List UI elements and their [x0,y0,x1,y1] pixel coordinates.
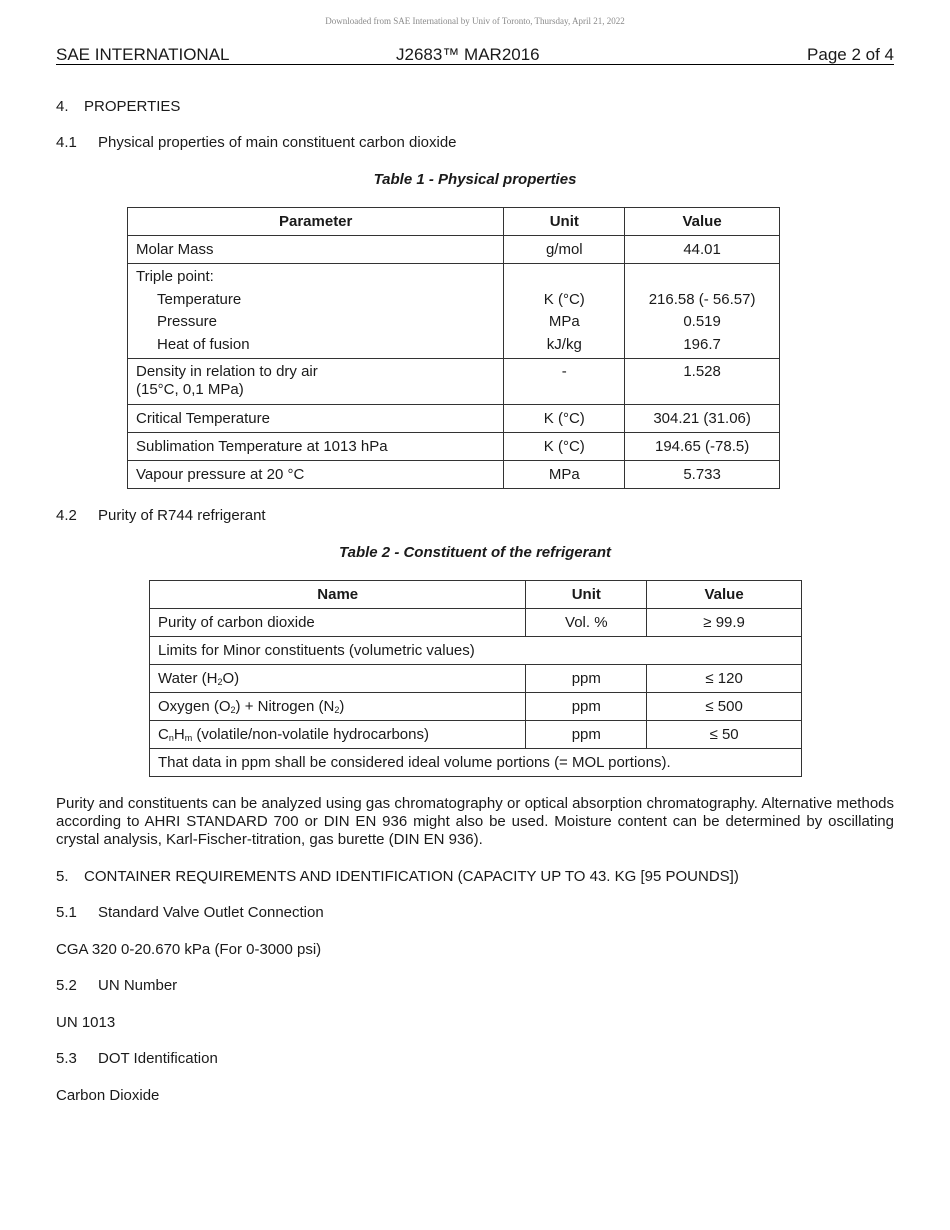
limits-subheading-cell: Limits for Minor constituents (volumetric values) [150,637,802,665]
subscript: m [184,733,193,743]
triple-pressure-value: 0.519 [683,313,721,330]
section-5-heading [56,868,739,886]
parameter-cell: Critical Temperature [128,405,504,433]
subscript: 2 [217,677,223,687]
unit-cell: g/mol [504,236,625,264]
value-cell [625,264,780,359]
unit-cell: ppm [526,693,647,721]
page-header [56,45,894,65]
value-cell: 5.733 [625,461,780,489]
table-note-cell: That data in ppm shall be considered ideal volume portions (= MOL portions). [150,749,802,777]
purity-analysis-paragraph: Purity and constituents can be analyzed using gas chromatography or optical absorption chromatography. Alternative methods according to AHRI STANDARD 700 or DIN EN 936 might also be used. Moisture content can be determined by oscillating crystal analysis, Karl-Fischer-titration, gas burette (DIN EN 936). [56,795,894,848]
name-cell [150,693,526,721]
column-header: Parameter [128,208,504,236]
name-cell [150,665,526,693]
triple-pressure-label: Pressure [157,313,218,330]
header-page-number: Page 2 of 4 [807,45,894,64]
section-number: 5. [56,868,69,885]
subscript: 2 [334,705,340,715]
table-header-row [128,208,780,236]
header-document-id: J2683™ MAR2016 [396,45,540,64]
section-5-3-heading [56,1050,218,1068]
parameter-cell [128,264,504,359]
unit-cell: ppm [526,721,647,749]
name-text: ) + Nitrogen (N [235,698,335,715]
unit-cell: K (°C) [504,433,625,461]
value-cell: 1.528 [625,359,780,405]
column-header: Value [647,581,802,609]
triple-point-label: Triple point: [136,268,214,285]
parameter-cell: Molar Mass [128,236,504,264]
name-text: C [158,726,169,743]
value-cell: 194.65 (-78.5) [625,433,780,461]
table-row [150,609,802,637]
unit-cell: K (°C) [504,405,625,433]
value-cell: ≥ 99.9 [647,609,802,637]
value-cell: 44.01 [625,236,780,264]
name-cell: Purity of carbon dioxide [150,609,526,637]
density-line-1: Density in relation to dry air [136,363,318,380]
section-5-2-heading [56,977,177,995]
section-title: Purity of R744 refrigerant [98,507,266,524]
triple-heat-unit: kJ/kg [546,335,582,353]
triple-temperature-unit: K (°C) [543,290,585,308]
section-number: 4.2 [56,507,77,524]
table-row [128,461,780,489]
name-text: Water (H [158,670,218,687]
unit-cell: - [504,359,625,405]
column-header: Name [150,581,526,609]
value-cell: 304.21 (31.06) [625,405,780,433]
table-row [128,433,780,461]
column-header: Value [625,208,780,236]
unit-cell: ppm [526,665,647,693]
unit-cell: Vol. % [526,609,647,637]
section-title: CONTAINER REQUIREMENTS AND IDENTIFICATION (CAPACITY UP TO 43. KG [95 POUNDS]) [84,868,739,885]
value-cell: ≤ 500 [647,693,802,721]
table-2-caption: Table 2 - Constituent of the refrigerant [339,544,611,561]
table-row [150,637,802,665]
table-header-row [150,581,802,609]
section-title: UN Number [98,977,178,994]
value-cell: ≤ 120 [647,665,802,693]
value-cell: ≤ 50 [647,721,802,749]
section-title: Standard Valve Outlet Connection [98,904,324,921]
unit-cell: MPa [504,461,625,489]
section-number: 4.1 [56,134,77,151]
table-row [128,236,780,264]
table-row [150,721,802,749]
section-4-heading [56,98,180,116]
column-header: Unit [504,208,625,236]
triple-temperature-label: Temperature [157,290,242,308]
dot-identification-text: Carbon Dioxide [56,1087,160,1104]
parameter-cell [128,359,504,405]
table-row [128,405,780,433]
table-row [150,749,802,777]
triple-temperature-value: 216.58 (- 56.57) [648,290,756,308]
column-header: Unit [526,581,647,609]
triple-pressure-unit: MPa [548,313,580,330]
physical-properties-table [127,207,780,489]
table-1-caption: Table 1 - Physical properties [373,171,577,188]
un-number-text: UN 1013 [56,1014,116,1031]
section-5-1-heading [56,904,324,922]
name-text: O) [222,670,240,687]
density-line-2: (15°C, 0,1 MPa) [136,381,244,398]
unit-cell [504,264,625,359]
name-text: ) [339,698,345,715]
header-organization: SAE INTERNATIONAL [56,45,230,64]
subscript: n [168,733,174,743]
name-text: H [173,726,185,743]
section-number: 5.1 [56,904,77,921]
table-row [128,264,780,359]
triple-heat-label: Heat of fusion [157,335,250,353]
table-row [150,665,802,693]
table-row [128,359,780,405]
section-title: DOT Identification [98,1050,218,1067]
section-title: PROPERTIES [84,98,181,115]
name-text: (volatile/non-volatile hydrocarbons) [192,726,429,743]
download-watermark: Downloaded from SAE International by Univ of Toronto, Thursday, April 21, 2022 [325,16,625,26]
refrigerant-constituents-table [149,580,802,777]
section-4-1-heading [56,134,457,152]
table-row [150,693,802,721]
triple-heat-value: 196.7 [683,335,721,353]
valve-connection-text: CGA 320 0-20.670 kPa (For 0-3000 psi) [56,941,322,958]
section-number: 5.3 [56,1050,77,1067]
section-title: Physical properties of main constituent carbon dioxide [98,134,457,151]
section-4-2-heading [56,507,266,525]
name-cell [150,721,526,749]
section-number: 4. [56,98,69,115]
name-text: Oxygen (O [158,698,231,715]
subscript: 2 [230,705,236,715]
section-number: 5.2 [56,977,77,994]
parameter-cell: Sublimation Temperature at 1013 hPa [128,433,504,461]
parameter-cell: Vapour pressure at 20 °C [128,461,504,489]
